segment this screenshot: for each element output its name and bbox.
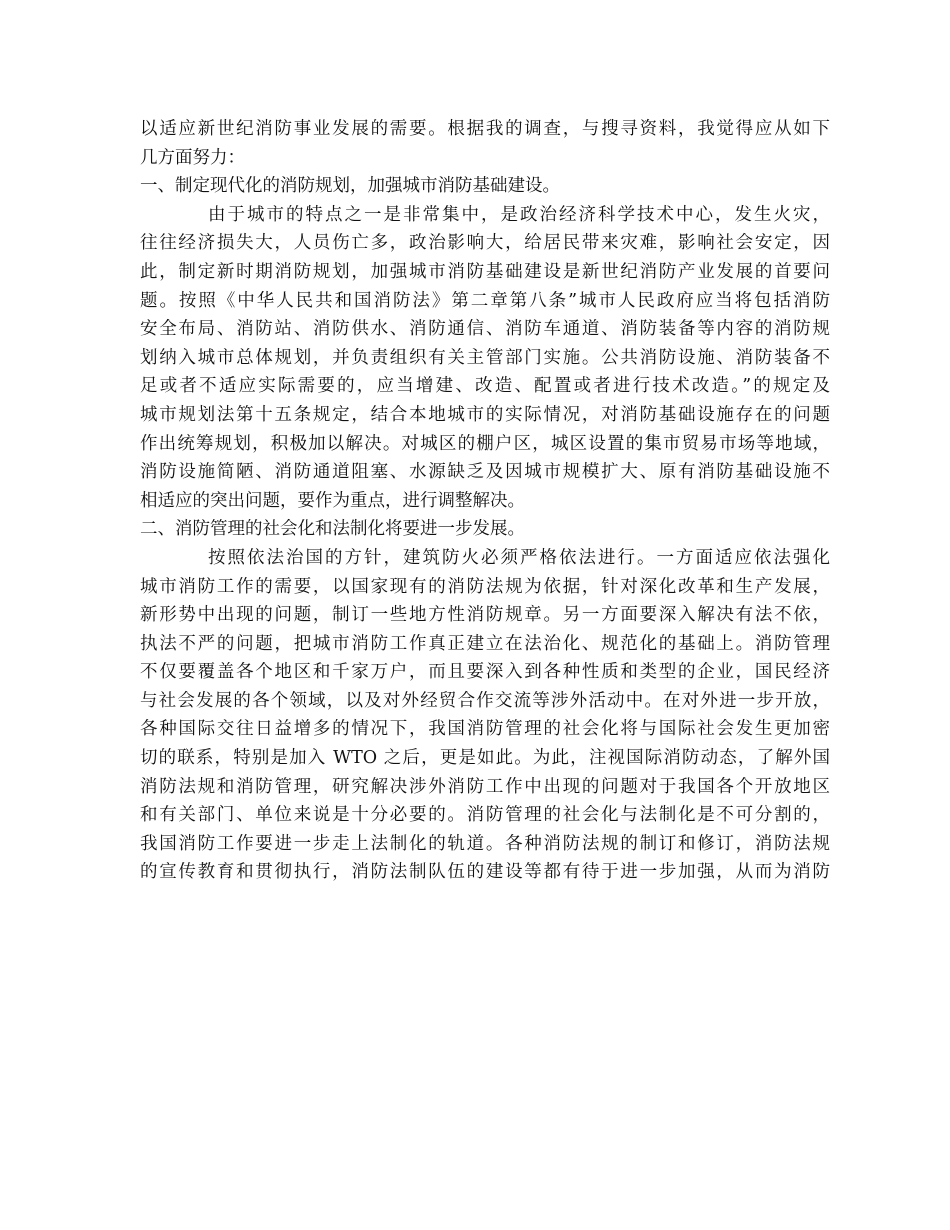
text-line: 城市消防工作的需要，以国家现有的消防法规为依据，针对深化改革和生产发展，	[140, 576, 830, 597]
text-line: 与社会发展的各个领域，以及对外经贸合作交流等涉外活动中。在对外进一步开放，	[140, 690, 830, 711]
document-body	[140, 115, 830, 887]
text-line: 消防设施简陋、消防通道阻塞、水源缺乏及因城市规模扩大、原有消防基础设施不	[140, 462, 830, 483]
text-line: 足或者不适应实际需要的，应当增建、改造、配置或者进行技术改造。”的规定及	[140, 376, 830, 397]
text-line: 往往经济损失大，人员伤亡多，政治影响大，给居民带来灾难，影响社会安定，因	[140, 233, 830, 254]
section-heading-2: 二、消防管理的社会化和法制化将要进一步发展。	[140, 519, 525, 540]
text-line: 按照依法治国的方针，建筑防火必须严格依法进行。一方面适应依法强化	[208, 547, 830, 568]
text-line: 此，制定新时期消防规划，加强城市消防基础建设是新世纪消防产业发展的首要问	[140, 261, 830, 282]
text-line: 切的联系，特别是加入 WTO 之后，更是如此。为此，注视国际消防动态，了解外国	[140, 748, 830, 769]
text-line: 题。按照《中华人民共和国消防法》第二章第八条”城市人民政府应当将包括消防	[140, 290, 830, 311]
text-line: 作出统筹规划，积极加以解决。对城区的棚户区，城区设置的集市贸易市场等地域，	[140, 433, 830, 454]
text-line: 执法不严的问题，把城市消防工作真正建立在法治化、规范化的基础上。消防管理	[140, 633, 830, 654]
text-line: 的宣传教育和贯彻执行，消防法制队伍的建设等都有待于进一步加强，从而为消防	[140, 862, 830, 883]
text-line: 城市规划法第十五条规定，结合本地城市的实际情况，对消防基础设施存在的问题	[140, 404, 830, 425]
text-line: 相适应的突出问题，要作为重点，进行调整解决。	[140, 490, 525, 511]
text-line: 安全布局、消防站、消防供水、消防通信、消防车通道、消防装备等内容的消防规	[140, 319, 830, 340]
text-line: 各种国际交往日益增多的情况下，我国消防管理的社会化将与国际社会发生更加密	[140, 719, 830, 740]
section-heading-1: 一、制定现代化的消防规划，加强城市消防基础建设。	[140, 176, 560, 197]
text-line: 不仅要覆盖各个地区和千家万户，而且要深入到各种性质和类型的企业，国民经济	[140, 662, 830, 683]
text-line: 划纳入城市总体规划，并负责组织有关主管部门实施。公共消防设施、消防装备不	[140, 347, 830, 368]
text-line: 新形势中出现的问题，制订一些地方性消防规章。另一方面要深入解决有法不依，	[140, 605, 830, 626]
text-line: 和有关部门、单位来说是十分必要的。消防管理的社会化与法制化是不可分割的，	[140, 805, 830, 826]
text-line: 几方面努力：	[140, 147, 245, 168]
text-line: 以适应新世纪消防事业发展的需要。根据我的调查，与搜寻资料，我觉得应从如下	[140, 119, 830, 139]
text-line: 我国消防工作要进一步走上法制化的轨道。各种消防法规的制订和修订，消防法规	[140, 833, 830, 854]
text-line: 由于城市的特点之一是非常集中，是政治经济科学技术中心，发生火灾，	[208, 204, 830, 225]
text-line: 消防法规和消防管理，研究解决涉外消防工作中出现的问题对于我国各个开放地区	[140, 776, 830, 797]
